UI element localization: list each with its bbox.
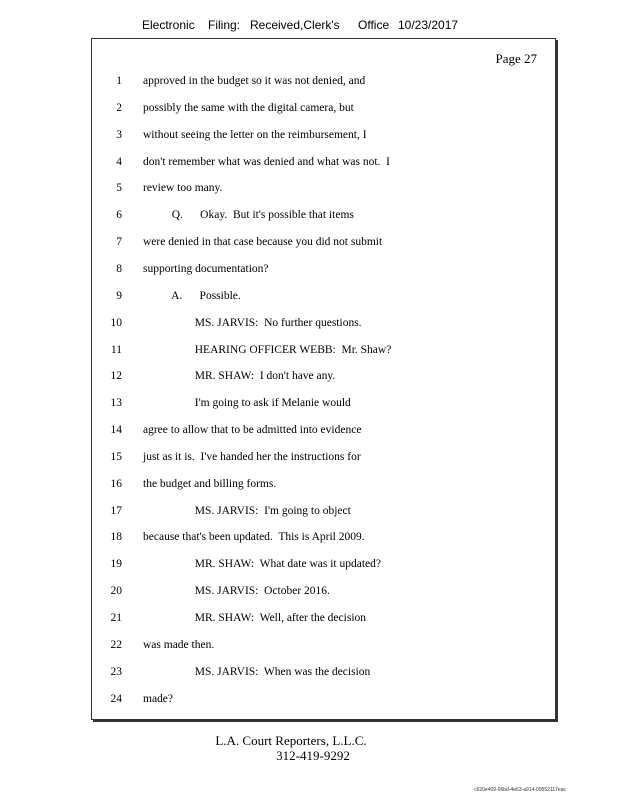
transcript-line: [92, 478, 555, 498]
transcript-line: [92, 317, 555, 337]
transcript-line: [92, 263, 555, 283]
line-number: 8: [116, 262, 122, 275]
transcript-line: [92, 182, 555, 202]
line-number: 15: [110, 450, 122, 463]
line-number: 9: [116, 289, 122, 302]
line-text: review too many.: [143, 182, 223, 195]
filing-header-date: 10/23/2017: [398, 18, 459, 32]
transcript-line: [92, 666, 555, 686]
transcript-line: [92, 585, 555, 605]
transcript-line: [92, 451, 555, 471]
line-text: because that's been updated. This is April 2009.: [143, 531, 365, 544]
filing-header-part: Filing:: [208, 18, 241, 32]
transcript-line: [92, 639, 555, 659]
transcript-line: [92, 344, 555, 364]
line-text: MS. JARVIS: When was the decision: [143, 665, 371, 678]
line-text: were denied in that case because you did not submit: [143, 236, 383, 249]
line-text: made?: [143, 692, 174, 705]
line-text: MR. SHAW: I don't have any.: [143, 370, 336, 383]
line-text: MS. JARVIS: I'm going to object: [143, 504, 351, 517]
line-text: Q. Okay. But it's possible that items: [143, 209, 354, 222]
line-number: 10: [110, 316, 122, 329]
line-number: 22: [110, 638, 122, 651]
line-number: 12: [110, 370, 122, 383]
transcript-line: [92, 505, 555, 525]
line-text: MS. JARVIS: October 2016.: [143, 585, 330, 598]
line-text: A. Possible.: [143, 289, 241, 302]
line-number: 20: [110, 585, 122, 598]
line-text: I'm going to ask if Melanie would: [143, 397, 351, 410]
line-number: 5: [116, 182, 122, 195]
line-number: 17: [110, 504, 122, 517]
filing-header-part: Office: [358, 18, 390, 32]
transcript-line: [92, 370, 555, 390]
page-number: Page 27: [495, 51, 537, 66]
electronic-filing-header: [142, 18, 482, 36]
line-number: 3: [116, 128, 122, 141]
document-id: c620e409-96bd-4e63-a914-09552117eac: [474, 787, 566, 793]
line-number: 13: [110, 397, 122, 410]
line-number: 16: [110, 477, 122, 490]
transcript-line: [92, 424, 555, 444]
transcript-line: [92, 693, 555, 713]
filing-header-part: Received,Clerk's: [250, 18, 340, 32]
line-text: was made then.: [143, 638, 215, 651]
line-text: MS. JARVIS: No further questions.: [143, 316, 362, 329]
line-text: HEARING OFFICER WEBB: Mr. Shaw?: [143, 343, 392, 356]
line-number: 24: [110, 692, 122, 705]
line-text: without seeing the letter on the reimbursement, I: [143, 128, 367, 141]
transcript-line: [92, 156, 555, 176]
line-number: 4: [116, 155, 122, 168]
line-text: the budget and billing forms.: [143, 477, 277, 490]
reporter-phone: 312-419-9292: [276, 748, 350, 763]
transcript-line: [92, 209, 555, 229]
line-text: agree to allow that to be admitted into evidence: [143, 424, 362, 437]
line-number: 1: [116, 75, 122, 87]
line-number: 2: [116, 101, 122, 114]
transcript-line: [92, 129, 555, 149]
filing-header-part: Electronic: [142, 18, 195, 32]
line-text: possibly the same with the digital camera, but: [143, 101, 354, 114]
transcript-line: [92, 531, 555, 551]
transcript-line: [92, 612, 555, 632]
line-text: just as it is. I've handed her the instructions for: [143, 450, 361, 463]
transcript-line: [92, 102, 555, 122]
line-text: MR. SHAW: Well, after the decision: [143, 612, 367, 624]
line-number: 19: [110, 558, 122, 571]
transcript-page: [91, 38, 556, 720]
line-number: 14: [110, 424, 122, 437]
transcript-line: [92, 290, 555, 310]
transcript-line: [92, 236, 555, 256]
line-number: 6: [116, 209, 122, 222]
line-text: MR. SHAW: What date was it updated?: [143, 558, 381, 571]
reporter-company: L.A. Court Reporters, L.L.C.: [215, 733, 367, 748]
line-text: supporting documentation?: [143, 262, 269, 275]
line-number: 18: [110, 531, 122, 544]
line-text: don't remember what was denied and what was not. I: [143, 155, 391, 168]
line-number: 11: [110, 343, 122, 356]
transcript-line: [92, 75, 555, 95]
line-number: 21: [110, 612, 122, 624]
line-number: 23: [110, 665, 122, 678]
transcript-line: [92, 397, 555, 417]
line-text: approved in the budget so it was not denied, and: [143, 75, 366, 87]
line-number: 7: [116, 236, 122, 249]
transcript-line: [92, 558, 555, 578]
